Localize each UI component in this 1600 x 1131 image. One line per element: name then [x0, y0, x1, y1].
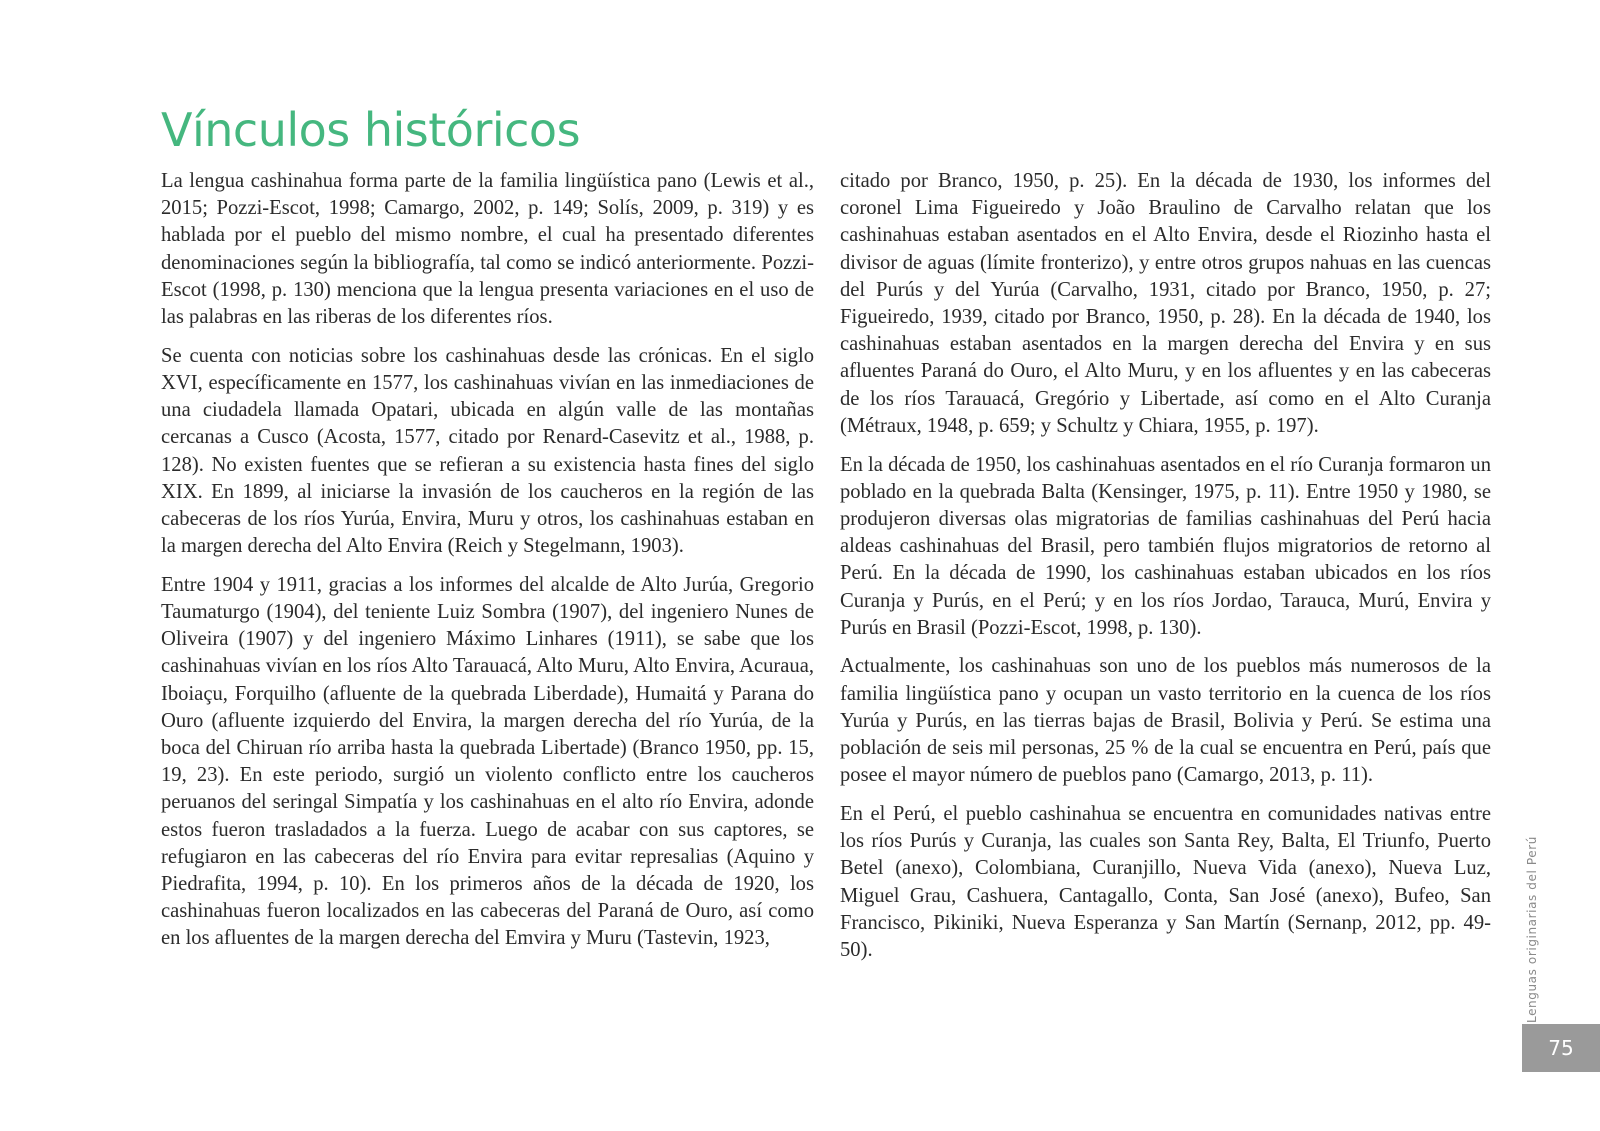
section-title: Vínculos históricos [161, 103, 581, 157]
paragraph: Actualmente, los cashinahuas son uno de los pueblos más numerosos de la familia lingüística pano y ocupan un vasto territorio en la cuenca de los ríos Yurúa y Purús, en las tierras bajas de Brasil, Bolivia y Perú. Se estima una población de seis mil personas, 25 % de la cual se encuentra en Perú, país que posee el mayor número de pueblos pano (Camargo, 2013, p. 11). [840, 655, 1491, 787]
left-column [161, 168, 814, 964]
running-footer-label: Lenguas originarias del Perú [1525, 836, 1539, 1023]
paragraph: En la década de 1950, los cashinahuas asentados en el río Curanja formaron un poblado en la quebrada Balta (Kensinger, 1975, p. 11). Entre 1950 y 1980, se produjeron diversas olas migratorias de familias cashinahuas del Perú hacia aldeas cashinahuas del Brasil, pero también flujos migratorios de retorno al Perú. En la década de 1990, los cashinahuas estaban ubicados en los ríos Curanja y Purús, en el Perú; y en los ríos Jordao, Tarauca, Murú, Envira y Purús en Brasil (Pozzi-Escot, 1998, p. 130). [840, 453, 1491, 639]
right-column [840, 168, 1491, 976]
paragraph: En el Perú, el pueblo cashinahua se encuentra en comunidades nativas entre los ríos Purús y Curanja, las cuales son Santa Rey, Balta, El Triunfo, Puerto Betel (anexo), Colombiana, Curanjillo, Nueva Vida (anexo), Nueva Luz, Miguel Grau, Cashuera, Cantagallo, Conta, San José (anexo), Bufeo, San Francisco, Pikiniki, Nueva Esperanza y San Martín (Sernanp, 2012, pp. 49-50). [840, 802, 1491, 961]
paragraph: Entre 1904 y 1911, gracias a los informes del alcalde de Alto Jurúa, Gregorio Taumaturgo (1904), del teniente Luiz Sombra (1907), del ingeniero Nunes de Oliveira (1907) y del ingeniero Máximo Linhares (1911), se sabe que los cashinahuas vivían en los ríos Alto Tarauacá, Alto Muru, Alto Envira, Acuraua, Iboiaçu, Forquilho (afluente de la quebrada Liberdade), Humaitá y Parana do Ouro (afluente izquierdo del Envira, la margen derecha del río Yurúa, de la boca del Chiruan río arriba hasta la quebrada Libertade) (Branco 1950, pp. 15, 19, 23). En este periodo, surgió un violento conflicto entre los caucheros peruanos del seringal Simpatía y los cashinahuas en el alto río Envira, adonde estos fueron trasladados a la fuerza. Luego de acabar con sus captores, se refugiaron en las cabeceras del río Envira para evitar represalias (Aquino y Piedrafita, 1994, p. 10). En los primeros años de la década de 1920, los cashinahuas fueron localizados en las cabeceras del Paraná de Ouro, así como en los afluentes de la margen derecha del Emvira y Muru (Tastevin, 1923, [161, 573, 814, 950]
paragraph: Se cuenta con noticias sobre los cashinahuas desde las crónicas. En el siglo XVI, específicamente en 1577, los cashinahuas vivían en las inmediaciones de una ciudadela llamada Opatari, ubicada en algún valle de las montañas cercanas a Cusco (Acosta, 1577, citado por Renard-Casevitz et al., 1988, p. 128). No existen fuentes que se refieran a su existencia hasta fines del siglo XIX. En 1899, al iniciarse la invasión de los caucheros en la región de las cabeceras de los ríos Yurúa, Envira, Muru y otros, los cashinahuas estaban en la margen derecha del Alto Envira (Reich y Stegelmann, 1903). [161, 344, 814, 558]
paragraph: La lengua cashinahua forma parte de la familia lingüística pano (Lewis et al., 2015; Pozzi-Escot, 1998; Camargo, 2002, p. 149; Solís, 2009, p. 319) y es hablada por el pueblo del mismo nombre, el cual ha presentado diferentes denominaciones según la bibliografía, tal como se indicó anteriormente. Pozzi-Escot (1998, p. 130) menciona que la lengua presenta variaciones en el uso de las palabras en las riberas de los diferentes ríos. [161, 170, 814, 329]
page-number: 75 [1522, 1024, 1600, 1072]
paragraph: citado por Branco, 1950, p. 25). En la década de 1930, los informes del coronel Lima Figueiredo y João Braulino de Carvalho relatan que los cashinahuas estaban asentados en el Alto Envira, desde el Riozinho hasta el divisor de aguas (límite fronterizo), y entre otros grupos nahuas en las cuencas del Purús y del Yurúa (Carvalho, 1931, citado por Branco, 1950, p. 27; Figueiredo, 1939, citado por Branco, 1950, p. 28). En la década de 1940, los cashinahuas estaban asentados en la margen derecha del Envira y en sus afluentes Paraná do Ouro, el Alto Muru, y en los afluentes y en las cabeceras de los ríos Tarauacá, Gregório y Libertade, así como en el Alto Curanja (Métraux, 1948, p. 659; y Schultz y Chiara, 1955, p. 197). [840, 170, 1491, 437]
